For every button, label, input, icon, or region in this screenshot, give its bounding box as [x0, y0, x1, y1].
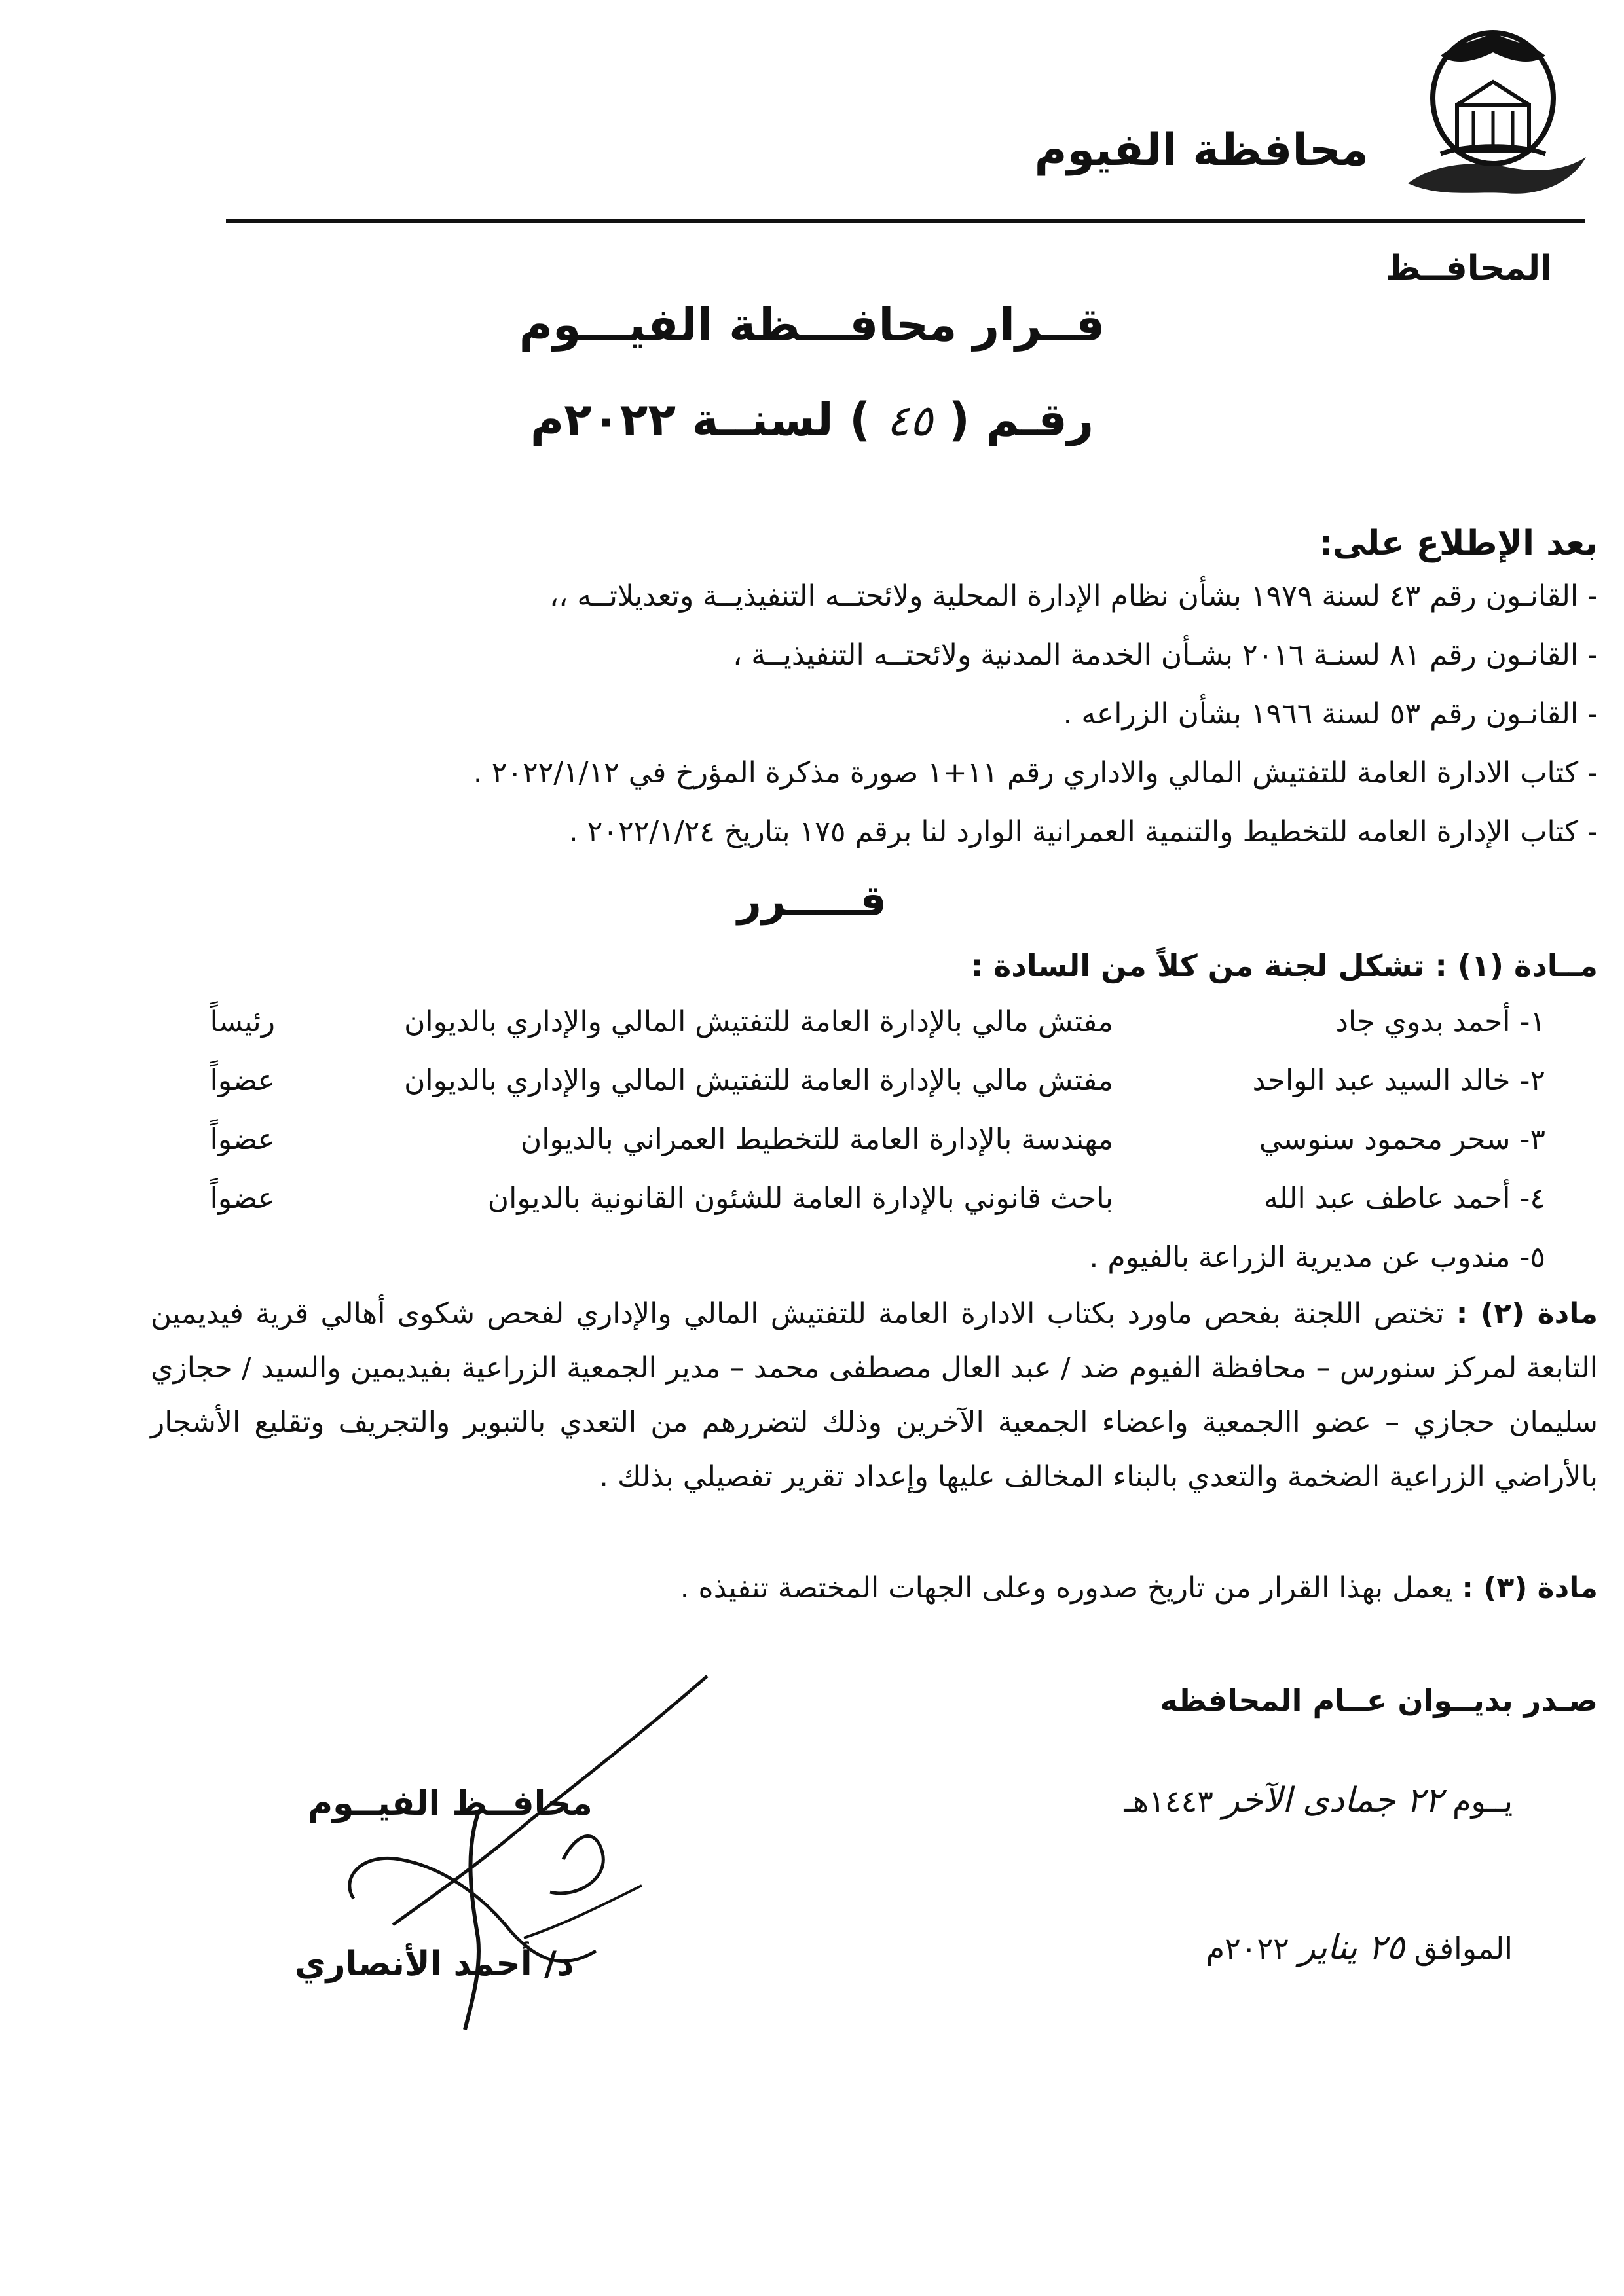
gregorian-date-line	[1206, 1928, 1513, 1967]
member-name: ٢- خالد السيد عبد الواحد	[1252, 1064, 1545, 1097]
article-3-text: يعمل بهذا القرار من تاريخ صدوره وعلى الجهات المختصة تنفيذه .	[680, 1571, 1453, 1605]
signatory-title: محافــظ الفيــوم	[308, 1784, 593, 1823]
article-2-label: مادة (٢) :	[1456, 1297, 1598, 1330]
member-job: مفتش مالي بالإدارة العامة للتفتيش المالي والإداري بالديوان	[404, 1064, 1113, 1097]
issued-at: صـدر بديــوان عــام المحافظه	[1160, 1683, 1598, 1718]
decree-number-suffix: ) لسنــة ٢٠٢٢م	[530, 393, 871, 446]
handwritten-signature	[314, 1663, 720, 2043]
member-role: رئيساً	[210, 1005, 275, 1038]
decree-title: قــرار محافـــظة الفيـــوم	[519, 298, 1105, 352]
gregorian-year: ٢٠٢٢م	[1206, 1931, 1289, 1966]
preamble-item: - كتاب الإدارة العامه للتخطيط والتنمية العمرانية الوارد لنا برقم ١٧٥ بتاريخ ٢٠٢٢/١/٢٤ .	[568, 815, 1598, 848]
member-job: مفتش مالي بالإدارة العامة للتفتيش المالي والإداري بالديوان	[404, 1005, 1113, 1038]
decree-number	[0, 393, 1624, 446]
hijri-year: ١٤٤٣هـ	[1124, 1783, 1213, 1819]
preamble-item: - كتاب الادارة العامة للتفتيش المالي والاداري رقم ١١+١ صورة مذكرة المؤرخ في ٢٠٢٢/١/١٢ .	[473, 756, 1598, 790]
article-1-heading: مــادة (١) : تشكل لجنة من كلاً من السادة :	[970, 948, 1598, 983]
governorate-emblem-seal	[1395, 20, 1591, 216]
member-role: عضواً	[210, 1123, 275, 1156]
header-divider	[226, 219, 1585, 223]
member-job: باحث قانوني بالإدارة العامة للشئون القانونية بالديوان	[487, 1182, 1113, 1215]
decision-heading: قـــــرر	[737, 877, 887, 926]
member-role: عضواً	[210, 1182, 275, 1215]
article-2	[151, 1286, 1598, 1504]
preamble-item: - القانـون رقم ٥٣ لسنة ١٩٦٦ بشأن الزراعه .	[1063, 697, 1598, 731]
signature-icon	[314, 1663, 720, 2043]
gregorian-day-handwritten: ٢٥ يناير	[1299, 1928, 1405, 1967]
decree-number-handwritten: ٤٥	[886, 395, 933, 446]
article-3	[680, 1571, 1598, 1605]
office-title: المحافــظ	[1385, 249, 1552, 288]
governorate-name: محافظة الفيوم	[1034, 124, 1369, 176]
preamble-item: - القانـون رقم ٤٣ لسنة ١٩٧٩ بشأن نظام الإدارة المحلية ولائحتــه التنفيذيــة وتعديلاتــه ،،	[549, 579, 1598, 613]
member-name: ٣- سحر محمود سنوسي	[1259, 1123, 1545, 1156]
member-name: ١- أحمد بدوي جاد	[1335, 1005, 1545, 1038]
member-job: مهندسة بالإدارة العامة للتخطيط العمراني بالديوان	[520, 1123, 1113, 1156]
day-prefix: يــوم	[1452, 1783, 1513, 1819]
member-5: ٥- مندوب عن مديرية الزراعة بالفيوم .	[1089, 1241, 1545, 1274]
preamble-heading: بعد الإطلاع على:	[1319, 524, 1598, 563]
signatory-name: د/ أحمد الأنصاري	[295, 1944, 574, 1984]
hijri-date-line	[1124, 1781, 1513, 1820]
member-name: ٤- أحمد عاطف عبد الله	[1263, 1182, 1545, 1215]
decree-number-prefix: رقـم (	[948, 393, 1094, 446]
article-2-text: تختص اللجنة بفحص ماورد بكتاب الادارة العامة للتفتيش المالي والإداري لفحص شكوى أهالي قرية فيديمين التابعة لمركز سنورس – محافظة الفيوم ضد / عبد العال مصطفى محمد – مدير الجمعية الزراعية بفيديمين والسيد / حجازي سليمان حجازي – عضو االجمعية واعضاء الجمعية الآخرين وذلك لتضررهم من التعدي بالتبوير والتجريف وتقليع الأشجار بالأراضي الزراعية الضخمة والتعدي بالبناء المخالف عليها وإعداد تقرير تفصيلي بذلك .	[151, 1297, 1598, 1493]
member-role: عضواً	[210, 1064, 275, 1097]
preamble-item: - القانـون رقم ٨١ لسنـة ٢٠١٦ بشـأن الخدمة المدنية ولائحتــه التنفيذيــة ،	[733, 638, 1598, 672]
article-3-label: مادة (٣) :	[1462, 1571, 1598, 1605]
emblem-icon	[1395, 20, 1591, 216]
hijri-day-handwritten: ٢٢ جمادى الآخر	[1223, 1781, 1443, 1820]
corresponding-prefix: الموافق	[1414, 1931, 1513, 1966]
